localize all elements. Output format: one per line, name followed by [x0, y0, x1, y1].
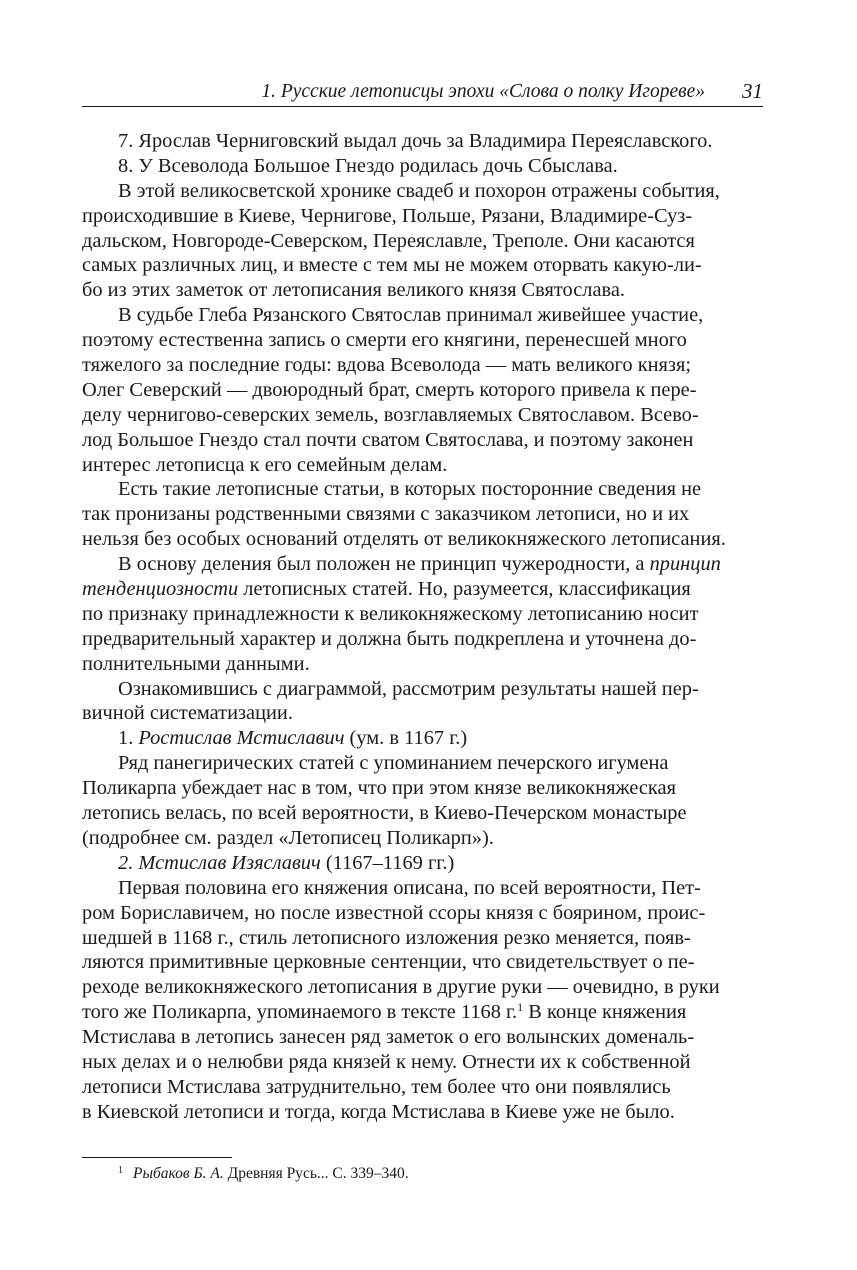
section-heading-2 — [82, 851, 763, 876]
emphasis: принцип — [649, 553, 721, 576]
footnote-reference[interactable]: 1 — [517, 1000, 524, 1015]
text-line: по признаку принадлежности к великокняжескому летописанию носит — [82, 602, 699, 625]
text-line: Олег Северский — двоюродный брат, смерть которого привела к пере- — [82, 378, 697, 401]
text-line: В этой великосветской хронике свадеб и похорон отражены события, — [118, 179, 720, 202]
footnote-author: Рыбаков Б. А. — [133, 1165, 224, 1182]
text-line: летопись велась, по всей вероятности, в Киево-Печерском монастыре — [82, 802, 687, 825]
text-run: В конце княжения — [523, 1001, 687, 1024]
heading-dates: (ум. в 1167 г.) — [344, 727, 468, 750]
text-line: происходившие в Киеве, Чернигове, Польше, Рязани, Владимире-Суз- — [82, 204, 693, 227]
text-line: ром Бориславичем, но после известной ссоры князя с боярином, проис- — [82, 901, 706, 924]
text-line: нельзя без особых оснований отделять от великокняжеского летописания. — [82, 528, 726, 551]
text-line: Первая половина его княжения описана, по всей вероятности, Пет- — [118, 876, 701, 899]
text-line: 8. У Всеволода Большое Гнездо родилась дочь Сбыслава. — [118, 154, 618, 177]
text-line: поэтому естественна запись о смерти его княгини, перенесшей много — [82, 329, 687, 352]
footnote-rule — [82, 1157, 232, 1158]
text-line: летописи Мстислава затруднительно, тем более что они появлялись — [82, 1075, 671, 1098]
text-line: делу чернигово-северских земель, возглавляемых Святославом. Всево- — [82, 403, 699, 426]
text-line: дальском, Новгороде-Северском, Переяславле, Треполе. Они касаются — [82, 229, 695, 252]
text-line: ных делах и о нелюбви ряда князей к нему. Отнести их к собственной — [82, 1050, 691, 1073]
text-line: полнительными данными. — [82, 652, 310, 675]
text-line: интерес летописца к его семейным делам. — [82, 453, 448, 476]
text-line: реходе великокняжеского летописания в другие руки — очевидно, в руки — [82, 976, 720, 999]
text-line: в Киевской летописи и тогда, когда Мстислава в Киеве уже не было. — [82, 1100, 675, 1123]
text-line: предварительный характер и должна быть подкреплена и уточнена до- — [82, 627, 697, 650]
main-text — [82, 129, 763, 1125]
text-line: Ознакомившись с диаграммой, рассмотрим результаты нашей пер- — [118, 677, 699, 700]
text-run: того же Поликарпа, упоминаемого в тексте 1168 г. — [82, 1001, 518, 1024]
section-heading-1 — [82, 726, 763, 751]
heading-name: Ростислав Мстиславич — [138, 727, 345, 750]
text-line: так пронизаны родственными связями с заказчиком летописи, но и их — [82, 503, 690, 526]
text-line: Ряд панегирических статей с упоминанием печерского игумена — [118, 752, 669, 775]
text-line: лод Большое Гнездо стал почти сватом Святослава, и поэтому законен — [82, 428, 694, 451]
text-line: ляются примитивные церковные сентенции, что свидетельствует о пе- — [82, 951, 695, 974]
heading-number: 1. — [118, 727, 139, 750]
text-line: бо из этих заметок от летописания великого князя Святослава. — [82, 279, 626, 302]
text-line: Поликарпа убеждает нас в том, что при этом князе великокняжеская — [82, 777, 676, 800]
text-line: (подробнее см. раздел «Летописец Поликарп»). — [82, 826, 494, 849]
text-line: В судьбе Глеба Рязанского Святослав принимал живейшее участие, — [118, 304, 704, 327]
footnote-mark: 1 — [118, 1165, 123, 1176]
running-head-title: 1. Русские летописцы эпохи «Слова о полку Игореве» — [261, 81, 705, 102]
text-line — [82, 552, 763, 577]
page-number: 31 — [742, 79, 763, 103]
text-run: летописных статей. Но, разумеется, классификация — [238, 578, 691, 601]
heading-name: 2. Мстислав Изяславич — [118, 851, 321, 874]
footnote — [118, 1161, 409, 1184]
heading-dates: (1167–1169 гг.) — [320, 851, 455, 874]
text-line: шедшей в 1168 г., стиль летописного изложения резко меняется, появ- — [82, 926, 691, 949]
text-line: самых различных лиц, и вместе с тем мы не можем оторвать какую-ли- — [82, 254, 702, 277]
text-line: 7. Ярослав Черниговский выдал дочь за Владимира Переяславского. — [118, 130, 713, 152]
text-line: вичной систематизации. — [82, 702, 293, 725]
running-head — [82, 80, 763, 107]
book-page — [82, 0, 763, 1270]
text-run: В основу деления был положен не принцип чужеродности, а — [118, 553, 650, 576]
emphasis: тенденциозности — [82, 578, 239, 601]
text-line — [82, 1000, 763, 1025]
text-line: тяжелого за последние годы: вдова Всеволода — мать великого князя; — [82, 354, 691, 377]
text-line: Есть такие летописные статьи, в которых посторонние сведения не — [118, 478, 702, 501]
footnote-text: Древняя Русь... С. 339–340. — [223, 1165, 409, 1182]
text-line — [82, 577, 763, 602]
text-line: Мстислава в летопись занесен ряд заметок о его волынских доменаль- — [82, 1026, 695, 1049]
